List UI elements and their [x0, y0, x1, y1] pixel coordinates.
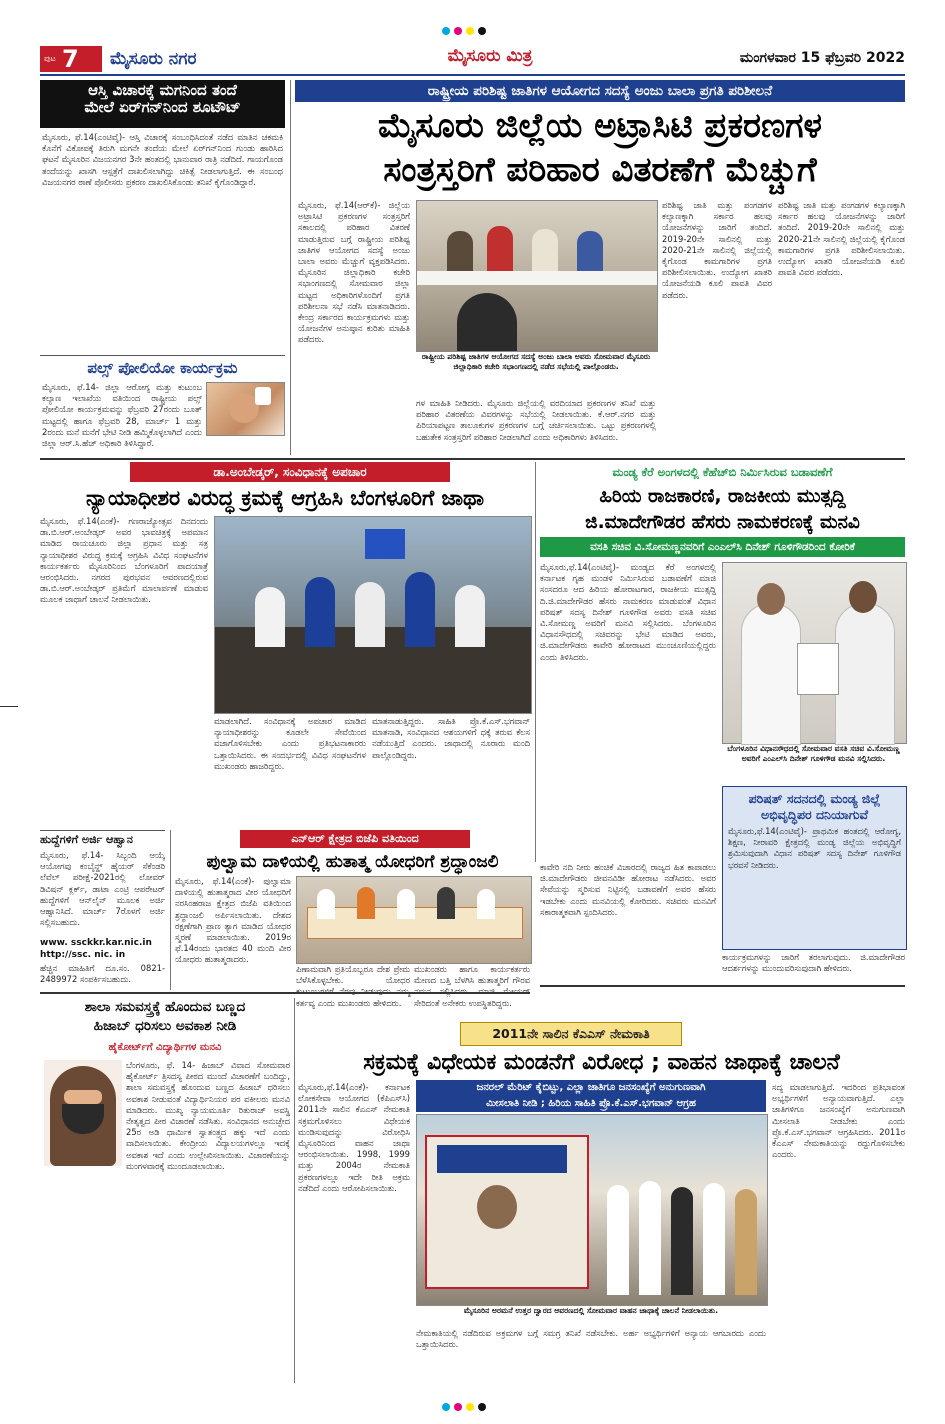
jobs-link-2[interactable]: http://ssc. nic. in — [40, 950, 126, 960]
madegowda-col2: ಕಾವೇರಿ ನದಿ ನೀರು ಹಂಚಿಕೆ ವಿಚಾರದಲ್ಲಿ ರಾಜ್ಯದ ಹಿತ ಕಾಪಾಡಲು ಜಿ.ಮಾದೇಗೌಡರು ಜೀವನವಿಡೀ ಹೋರಾಟ ನಡೆಸಿದರು. ಅವರ ಸೇವೆಯನ್ನು ಸ್ಮರಿಸುವ ನಿಟ್ಟಿನಲ್ಲಿ ಬಡಾವಣೆಗೆ ಅವರ ಹೆಸರು ಇಡಬೇಕು ಎಂದು ಮನವಿಯಲ್ಲಿ ಕೋರಿದರು. ಸಚಿವರು ಮನವಿಗೆ ಸಕಾರಾತ್ಮಕವಾಗಿ ಸ್ಪಂದಿಸಿದರು. — [540, 862, 716, 917]
hijab-body: ಬೆಂಗಳೂರು, ಫೆ. 14- ಹಿಜಾಬ್ ವಿವಾದ ಸೋಮವಾರ ಹೈಕೋರ್ಟ್ ತ್ರಿಸದಸ್ಯ ಪೀಠದ ಮುಂದೆ ವಿಚಾರಣೆಗೆ ಬಂದಿದ್ದು, ಶಾಲಾ ಸಮವಸ್ತ್ರಕ್ಕೆ ಹೊಂದುವ ಬಣ್ಣದ ಹಿಜಾಬ್ ಧರಿಸಲು ಅವಕಾಶ ನೀಡುವಂತೆ ವಿದ್ಯಾರ್ಥಿನಿಯರ ಪರ ವಕೀಲರು ಮನವಿ ಮಾಡಿದರು. ಮುಖ್ಯ ನ್ಯಾಯಮೂರ್ತಿ ರಿತುರಾಜ್ ಅವಸ್ಥಿ ನೇತೃತ್ವದ ಪೀಠ ವಿಚಾರಣೆ ನಡೆಸಿತು. ಸಂವಿಧಾನದ ಅನುಚ್ಛೇದ 25ರ ಅಡಿ ಧಾರ್ಮಿಕ ಸ್ವಾತಂತ್ರ್ಯದ ಹಕ್ಕು ಇದೆ ಎಂದು ವಾದಿಸಲಾಯಿತು. ಕೇಂದ್ರೀಯ ವಿದ್ಯಾಲಯಗಳಲ್ಲೂ ಇದಕ್ಕೆ ಅವಕಾಶ ಇದೆ ಎಂದು ಉಲ್ಲೇಖಿಸಲಾಯಿತು. ವಿಚಾರಣೆಯನ್ನು ಮಂಗಳವಾರಕ್ಕೆ ಮುಂದೂಡಲಾಯಿತು. — [126, 1060, 290, 1171]
color-registration-bottom — [440, 1396, 488, 1415]
bjp-col1: ಮೈಸೂರು, ಫೆ.14(ಎಂಕೆ)- ಪುಲ್ವಾಮಾ ದಾಳಿಯಲ್ಲಿ ಹುತಾತ್ಮರಾದ ವೀರ ಯೋಧರಿಗೆ ನರಸಿಂಹರಾಜ ಕ್ಷೇತ್ರದ ಬಿಜೆಪಿ ವತಿಯಿಂದ ಶ್ರದ್ಧಾಂಜಲಿ ಅರ್ಪಿಸಲಾಯಿತು. ದೇಶದ ರಕ್ಷಣೆಗಾಗಿ ಪ್ರಾಣ ತ್ಯಾಗ ಮಾಡಿದ ಯೋಧರ ಸ್ಮರಣೆ ಮಾಡಲಾಯಿತು. 2019ರ ಫೆ.14ರಂದು ಭಾರತದ 40 ಮಂದಿ ವೀರ ಯೋಧರು ಹುತಾತ್ಮರಾದರು. — [175, 876, 291, 965]
page-number-box — [40, 46, 102, 72]
ambedkar-col2: ಮಾಡಲಾಗಿದೆ. ಸಂವಿಧಾನಕ್ಕೆ ಅಪಚಾರ ಮಾಡಿದ ನ್ಯಾಯಾಧೀಶರನ್ನು ಕೂಡಲೇ ಸೇವೆಯಿಂದ ವಜಾಗೊಳಿಸಬೇಕು ಎಂದು ಪ್ರತಿಭಟನಾಕಾರರು ಒತ್ತಾಯಿಸಿದರು. ಈ ಸಂದರ್ಭದಲ್ಲಿ ವಿವಿಧ ಸಂಘಟನೆಗಳ ಮುಖಂಡರು ಹಾಜರಿದ್ದರು. — [214, 716, 366, 771]
ambedkar-col1: ಮೈಸೂರು, ಫೆ.14(ಎಂಕೆ)- ಗಣರಾಜ್ಯೋತ್ಸವ ದಿನದಂದು ಡಾ.ಬಿ.ಆರ್.ಅಂಬೇಡ್ಕರ್ ಅವರ ಭಾವಚಿತ್ರಕ್ಕೆ ಅಪಮಾನ ಮಾಡಿದ ರಾಯಚೂರು ಜಿಲ್ಲಾ ಪ್ರಧಾನ ಮತ್ತು ಸತ್ರ ನ್ಯಾಯಾಧೀಶರ ವಿರುದ್ಧ ಕ್ರಮಕ್ಕೆ ಆಗ್ರಹಿಸಿ ವಿವಿಧ ಸಂಘಟನೆಗಳ ಕಾರ್ಯಕರ್ತರು ಮೈಸೂರಿನಿಂದ ಬೆಂಗಳೂರಿಗೆ ಪಾದಯಾತ್ರೆ ಆರಂಭಿಸಿದರು. ನಗರದ ಪುರಭವನ ಆವರಣದಲ್ಲಿರುವ ಡಾ.ಬಿ.ಆರ್.ಅಂಬೇಡ್ಕರ್ ಪ್ರತಿಮೆಗೆ ಮಾಲಾರ್ಪಣೆ ಮಾಡುವ ಮೂಲಕ ಜಾಥಾಗೆ ಚಾಲನೆ ನೀಡಲಾಯಿತು. — [40, 516, 208, 605]
color-registration-top — [440, 20, 488, 39]
madegowda-box — [722, 786, 907, 950]
top-story-col2: ಗಳ ಮಾಹಿತಿ ನೀಡಿದರು. ಮೈಸೂರು ಜಿಲ್ಲೆಯಲ್ಲಿ ವರದಿಯಾದ ಪ್ರಕರಣಗಳ ತನಿಖೆ ಮತ್ತು ಪರಿಹಾರ ವಿತರಣೆಯ ವಿವರಗಳನ್ನು ಸಭೆಯಲ್ಲಿ ನೀಡಲಾಯಿತು. ಕೆ.ಆರ್.ನಗರ ಮತ್ತು ಪಿರಿಯಾಪಟ್ಟಣ ತಾಲೂಕುಗಳ ಪ್ರಕರಣಗಳ ಬಗ್ಗೆ ಚರ್ಚಿಸಲಾಯಿತು. ಒಟ್ಟು ಪ್ರಕರಣಗಳಲ್ಲಿ ಬಹುತೇಕ ಸಂತ್ರಸ್ತರಿಗೆ ಪರಿಹಾರ ನೀಡಲಾಗಿದೆ ಎಂದು ಅಧಿಕಾರಿಗಳು ತಿಳಿಸಿದರು. — [416, 398, 656, 442]
top-story-col3: ಪರಿಶಿಷ್ಟ ಜಾತಿ ಮತ್ತು ಪಂಗಡಗಳ ಕಲ್ಯಾಣಕ್ಕಾಗಿ ಸರ್ಕಾರ ಹಲವು ಯೋಜನೆಗಳನ್ನು ಜಾರಿಗೆ ತಂದಿದೆ. 2019-20ನೇ ಸಾಲಿನಲ್ಲಿ ಮತ್ತು 2020-21ನೇ ಸಾಲಿನಲ್ಲಿ ಜಿಲ್ಲೆಯಲ್ಲಿ ಕೈಗೊಂಡ ಕಾಮಗಾರಿಗಳ ಪ್ರಗತಿ ಪರಿಶೀಲಿಸಲಾಯಿತು. ಉದ್ಯೋಗ ಖಾತರಿ ಯೋಜನೆಯಡಿ ಕೂಲಿ ಪಾವತಿ ವಿವರ ಪಡೆದರು. — [662, 200, 772, 300]
kas-col3: ಸದ್ಯ ಮಾಡಲಾಗುತ್ತಿದೆ. ಇದರಿಂದ ಪ್ರತಿಭಾವಂತ ಅಭ್ಯರ್ಥಿಗಳಿಗೆ ಅನ್ಯಾಯವಾಗುತ್ತಿದೆ. ಎಲ್ಲಾ ಜಾತಿಗಳಿಗೂ ಜನಸಂಖ್ಯೆಗೆ ಅನುಗುಣವಾಗಿ ಮೀಸಲಾತಿ ನೀಡಬೇಕು ಎಂದು ಪ್ರೊ.ಕೆ.ಎಸ್.ಭಗವಾನ್ ಆಗ್ರಹಿಸಿದರು. 2011ರ ಕೆಎಎಸ್ ನೇಮಕಾತಿಯನ್ನು ರದ್ದುಗೊಳಿಸಬೇಕು ಎಂದರು. — [772, 1082, 905, 1160]
top-story-col4: ಪರಿಶಿಷ್ಟ ಜಾತಿ ಮತ್ತು ಪಂಗಡಗಳ ಕಲ್ಯಾಣಕ್ಕಾಗಿ ಸರ್ಕಾರ ಹಲವು ಯೋಜನೆಗಳನ್ನು ಜಾರಿಗೆ ತಂದಿದೆ. 2019-20ನೇ ಸಾಲಿನಲ್ಲಿ ಮತ್ತು 2020-21ನೇ ಸಾಲಿನಲ್ಲಿ ಜಿಲ್ಲೆಯಲ್ಲಿ ಕೈಗೊಂಡ ಕಾಮಗಾರಿಗಳ ಪ್ರಗತಿ ಪರಿಶೀಲಿಸಲಾಯಿತು. ಉದ್ಯೋಗ ಖಾತರಿ ಯೋಜನೆಯಡಿ ಕೂಲಿ ಪಾವತಿ ವಿವರ ಪಡೆದರು. — [778, 200, 905, 278]
headline-line1: ಆಸ್ತಿ ವಿಚಾರಕ್ಕೆ ಮಗನಿಂದ ತಂದೆ — [88, 81, 237, 99]
kas-sub-line1: ಜನರಲ್ ಮೆರಿಟ್ ಕೈಬಿಟ್ಟು, ಎಲ್ಲಾ ಜಾತಿಗೂ ಜನಸಂಖ್ಯೆಗೆ ಅನುಗುಣವಾಗಿ — [476, 1082, 706, 1093]
jobs-headline: ಹುದ್ದೆಗಳಿಗೆ ಅರ್ಜಿ ಆಹ್ವಾನ — [40, 833, 133, 846]
jobs-link-1[interactable]: www. ssckkr.kar.nic.in — [40, 938, 152, 948]
left-story-airgun-body: ಮೈಸೂರು, ಫೆ.14(ಎಂಟಿವೈ)- ಆಸ್ತಿ ವಿಚಾರಕ್ಕೆ ಸಂಬಂಧಿಸಿದಂತೆ ನಡೆದ ಮಾತಿನ ಚಕಮಕಿ ಕೊನೆಗೆ ವಿಕೋಪಕ್ಕೆ ತಿರುಗಿ ಮಗನೇ ತಂದೆಯ ಮೇಲೆ ಏರ್‌ಗನ್‌ನಿಂದ ಗುಂಡು ಹಾರಿಸಿದ ಘಟನೆ ಮೈಸೂರಿನ ವಿಜಯನಗರ 3ನೇ ಹಂತದಲ್ಲಿ ಭಾನುವಾರ ರಾತ್ರಿ ನಡೆದಿದೆ. ಗಾಯಗೊಂಡ ತಂದೆಯನ್ನು ಖಾಸಗಿ ಆಸ್ಪತ್ರೆಗೆ ದಾಖಲಿಸಲಾಗಿದ್ದು ಚಿಕಿತ್ಸೆ ನೀಡಲಾಗುತ್ತಿದೆ. ಈ ಸಂಬಂಧ ವಿಜಯನಗರ ಠಾಣೆ ಪೊಲೀಸರು ಪ್ರಕರಣ ದಾಖಲಿಸಿಕೊಂಡು ತನಿಖೆ ಕೈಗೊಂಡಿದ್ದಾರೆ. — [42, 132, 283, 187]
hijab-headline-line2: ಹಿಜಾಬ್ ಧರಿಸಲು ಅವಕಾಶ ನೀಡಿ — [93, 1018, 237, 1034]
jobs-body: ಮೈಸೂರು, ಫೆ.14- ಸಿಬ್ಬಂದಿ ಆಯ್ಕೆ ಆಯೋಗವು ಕಂಬೈನ್ಡ್ ಹೈಯರ್ ಸೆಕೆಂಡರಿ ಲೆವೆಲ್ ಪರೀಕ್ಷೆ-2021ರಲ್ಲಿ ಲೋವರ್ ಡಿವಿಷನ್ ಕ್ಲರ್ಕ್, ಡಾಟಾ ಎಂಟ್ರಿ ಆಪರೇಟರ್ ಹುದ್ದೆಗಳಿಗೆ ಆನ್‌ಲೈನ್ ಮೂಲಕ ಅರ್ಜಿ ಆಹ್ವಾನಿಸಿದೆ. ಮಾರ್ಚ್ 7ರೊಳಗೆ ಅರ್ಜಿ ಸಲ್ಲಿಸಬಹುದು. — [40, 850, 165, 928]
kas-col1: ಮೈಸೂರು,ಫೆ.14(ಎಂಕೆ)- ಕರ್ನಾಟಕ ಲೋಕಸೇವಾ ಆಯೋಗದ (ಕೆಪಿಎಸ್‌ಸಿ) 2011ನೇ ಸಾಲಿನ ಕೆಎಎಸ್ ನೇಮಕಾತಿ ಸಕ್ರಮಗೊಳಿಸಲು ವಿಧೇಯಕ ಮಂಡಿಸುವುದನ್ನು ವಿರೋಧಿಸಿ ಮೈಸೂರಿನಿಂದ ವಾಹನ ಜಾಥಾ ಆರಂಭಿಸಲಾಯಿತು. 1998, 1999 ಮತ್ತು 2004ರ ನೇಮಕಾತಿ ಪ್ರಕರಣಗಳಲ್ಲೂ ಇದೇ ರೀತಿ ಅಕ್ರಮ ನಡೆದಿದೆ ಎಂದು ಆರೋಪಿಸಲಾಯಿತು. — [298, 1082, 410, 1193]
page-number: 7 — [62, 45, 79, 73]
bjp-photo — [296, 876, 532, 964]
top-story-photo-caption: ರಾಷ್ಟ್ರೀಯ ಪರಿಶಿಷ್ಟ ಜಾತಿಗಳ ಆಯೋಗದ ಸದಸ್ಯೆ ಅಂಜು ಬಾಲಾ ಅವರು ಸೋಮವಾರ ಮೈಸೂರು ಜಿಲ್ಲಾಧಿಕಾರಿ ಕಚೇರಿ ಸಭಾಂಗಣದಲ್ಲಿ ನಡೆದ ಸಭೆಯಲ್ಲಿ ಪಾಲ್ಗೊಂಡರು. — [421, 352, 651, 371]
ambedkar-headline: ನ್ಯಾಯಾಧೀಶರ ವಿರುದ್ಧ ಕ್ರಮಕ್ಕೆ ಆಗ್ರಹಿಸಿ ಬೆಂಗಳೂರಿಗೆ ಜಾಥಾ — [86, 486, 484, 510]
hijab-illustration — [44, 1060, 122, 1166]
section-name: ಮೈಸೂರು ನಗರ — [110, 49, 197, 69]
kas-photo — [416, 1114, 768, 1306]
paper-logo: ಮೈಸೂರು ಮಿತ್ರ — [447, 46, 533, 66]
masthead — [40, 44, 905, 76]
madegowda-photo-caption: ಬೆಂಗಳೂರಿನ ವಿಧಾನಸೌಧದಲ್ಲಿ ಸೋಮವಾರ ವಸತಿ ಸಚಿವ ವಿ.ಸೋಮಣ್ಣ ಅವರಿಗೆ ಎಂಎಲ್‌ಸಿ ದಿನೇಶ್ ಗೂಳಿಗೌಡ ಮನವಿ ಸಲ್ಲಿಸಿದರು. — [727, 744, 900, 763]
hijab-headline — [40, 998, 290, 1036]
ambedkar-tag: ಡಾ.ಅಂಬೇಡ್ಕರ್, ಸಂವಿಧಾನಕ್ಕೆ ಅಪಚಾರ — [130, 462, 450, 482]
top-headline-line2: ಸಂತ್ರಸ್ತರಿಗೆ ಪರಿಹಾರ ವಿತರಣೆಗೆ ಮೆಚ್ಚುಗೆ — [383, 150, 817, 190]
top-story-photo — [416, 200, 658, 352]
madegowda-headline-line2: ಜಿ.ಮಾದೇಗೌಡರ ಹೆಸರು ನಾಮಕರಣಕ್ಕೆ ಮನವಿ — [585, 512, 860, 533]
bjp-col2: ಪಿಣಾಮವಾಗಿ ಪ್ರತಿಯೊಬ್ಬರೂ ದೇಶ ಪ್ರೇಮ ಬೆಳೆಸಿಕೊಳ್ಳಬೇಕು. ಯೋಧರ ಕರ್ತವ್ಯ ಎಂದು ಮುಖಂಡರು ಹೇಳಿದರು. — [296, 964, 410, 1008]
hijab-sub: ಹೈಕೋರ್ಟ್‌ಗೆ ವಿದ್ಯಾರ್ಥಿಗಳ ಮನವಿ — [108, 1042, 222, 1053]
bjp-tag: ಎನ್‌ಆರ್ ಕ್ಷೇತ್ರದ ಬಿಜೆಪಿ ವತಿಯಿಂದ — [240, 830, 470, 848]
issue-date: ಮಂಗಳವಾರ 15 ಫೆಬ್ರವರಿ 2022 — [739, 50, 905, 66]
madegowda-sub: ವಸತಿ ಸಚಿವ ವಿ.ಸೋಮಣ್ಣನವರಿಗೆ ಎಂಎಲ್‌ಸಿ ದಿನೇಶ್ ಗೂಳಿಗೌಡರಿಂದ ಕೋರಿಕೆ — [540, 537, 905, 557]
bjp-col3: ಮುಖಂಡರು ಹಾಗೂ ಕಾರ್ಯಕರ್ತರು ಮೇಣದ ಬತ್ತಿ ಬೆಳಗಿಸಿ ಹುತಾತ್ಮರಿಗೆ ಗೌರವ ಸೇರಿದಂತೆ ಅನೇಕರು ಉಪಸ್ಥಿತರಿದ್ದರು. — [414, 964, 530, 1008]
kas-tag: 2011ನೇ ಸಾಲಿನ ಕೆಎಎಸ್ ನೇಮಕಾತಿ — [460, 1022, 682, 1046]
jobs-tail: ಹೆಚ್ಚಿನ ಮಾಹಿತಿಗೆ ದೂ.ಸಂ. 0821-2489972 ಸಂಪರ್ಕಿಸಬಹುದು. — [40, 963, 165, 985]
left-story-polio — [40, 360, 285, 455]
left-story-airgun — [40, 80, 285, 350]
headline-line2: ಮೇಲೆ ಏರ್‌ಗನ್‌ನಿಂದ ಶೂಟೌಟ್ — [84, 97, 241, 116]
polio-body: ಮೈಸೂರು, ಫೆ.14- ಜಿಲ್ಲಾ ಆರೋಗ್ಯ ಮತ್ತು ಕುಟುಂಬ ಕಲ್ಯಾಣ ಇಲಾಖೆಯ ವತಿಯಿಂದ ರಾಷ್ಟ್ರೀಯ ಪಲ್ಸ್ ಪೋಲಿಯೋ ಕಾರ್ಯಕ್ರಮವನ್ನು ಫೆಬ್ರವರಿ 27ರಂದು ಬೂತ್ ಮಟ್ಟದಲ್ಲಿ ಹಾಗೂ ಫೆಬ್ರವರಿ 28, ಮಾರ್ಚ್ 1 ಮತ್ತು 2ರಂದು ಮನೆ ಮನೆಗೆ ಭೇಟಿ ನೀಡಿ ಹಮ್ಮಿಕೊಳ್ಳಲಾಗಿದೆ ಎಂದು ಜಿಲ್ಲಾ ಆರ್.ಸಿ.ಹೆಚ್ ಅಧಿಕಾರಿ ತಿಳಿಸಿದ್ದಾರೆ. — [42, 382, 202, 449]
madegowda-photo — [722, 562, 907, 744]
crosshair-icon — [0, 706, 18, 707]
top-story-headline — [295, 104, 905, 192]
bjp-headline: ಪುಲ್ವಾಮ ದಾಳಿಯಲ್ಲಿ ಹುತಾತ್ಮ ಯೋಧರಿಗೆ ಶ್ರದ್ಧಾಂಜಲಿ — [206, 852, 499, 872]
ambedkar-col3: ಮಾತನಾಡುತ್ತಿದ್ದರು. ಸಾಹಿತಿ ಪ್ರೊ.ಕೆ.ಎಸ್.ಭಗವಾನ್ ಮಾತನಾಡಿ, ಸಂವಿಧಾನದ ಆಶಯಗಳಿಗೆ ಧಕ್ಕೆ ತರುವ ಕೆಲಸ ನಡೆಯುತ್ತಿದೆ ಎಂದರು. ಜಾಥಾದಲ್ಲಿ ನೂರಾರು ಮಂದಿ ಪಾಲ್ಗೊಂಡಿದ್ದರು. — [372, 716, 530, 760]
ambedkar-photo — [214, 516, 532, 714]
madegowda-tail: ಕಾರ್ಯಕ್ರಮಗಳನ್ನು ಜಾರಿಗೆ ತರಲಾಗುವುದು. ಜಿ.ಮಾದೇಗೌಡರ ಆದರ್ಶಗಳನ್ನು ಮುಂದುವರಿಸುವುದಾಗಿ ಹೇಳಿದರು. — [722, 952, 905, 974]
polio-headline: ಪಲ್ಸ್ ಪೋಲಿಯೋ ಕಾರ್ಯಕ್ರಮ — [87, 359, 238, 377]
kas-sub — [416, 1080, 766, 1112]
top-story-kicker: ರಾಷ್ಟ್ರೀಯ ಪರಿಶಿಷ್ಟ ಜಾತಿಗಳ ಆಯೋಗದ ಸದಸ್ಯೆ ಅಂಜು ಬಾಲಾ ಪ್ರಗತಿ ಪರಿಶೀಲನೆ — [295, 80, 905, 102]
kas-photo-caption: ಮೈಸೂರಿನ ಅರಮನೆ ಉತ್ತರ ದ್ವಾರದ ಆವರಣದಲ್ಲಿ ಸೋಮವಾರ ವಾಹನ ಜಾಥಾಕ್ಕೆ ಚಾಲನೆ ನೀಡಲಾಯಿತು. — [463, 1306, 719, 1315]
polio-photo — [206, 382, 285, 436]
madegowda-kicker: ಮಂಡ್ಯ ಕೆರೆ ಅಂಗಳದಲ್ಲಿ ಕೆಹೆಚ್‌ಬಿ ನಿರ್ಮಿಸಿರುವ ಬಡಾವಣೆಗೆ — [612, 465, 833, 479]
kas-col2: ನೇಮಕಾತಿಯಲ್ಲಿ ನಡೆದಿರುವ ಅಕ್ರಮಗಳ ಬಗ್ಗೆ ಸಮಗ್ರ ತನಿಖೆ ನಡೆಸಬೇಕು. ಅರ್ಹ ಅಭ್ಯರ್ಥಿಗಳಿಗೆ ಅನ್ಯಾಯ ಆಗಬಾರದು ಎಂದು ಒತ್ತಾಯಿಸಿದರು. — [416, 1328, 766, 1350]
page-label: ಪುಟ — [44, 54, 56, 63]
top-headline-line1: ಮೈಸೂರು ಜಿಲ್ಲೆಯ ಅಟ್ರಾಸಿಟಿ ಪ್ರಕರಣಗಳ — [378, 106, 822, 146]
madegowda-col1: ಮೈಸೂರು,ಫೆ.14(ಎಂಟಿವೈ)- ಮಂಡ್ಯದ ಕೆರೆ ಅಂಗಳದಲ್ಲಿ ಕರ್ನಾಟಕ ಗೃಹ ಮಂಡಳಿ ನಿರ್ಮಿಸಿರುವ ಬಡಾವಣೆಗೆ ಮಾಜಿ ಸಂಸದರೂ ಆದ ಹಿರಿಯ ಹೋರಾಟಗಾರ, ರಾಜಕೀಯ ಮುತ್ಸದ್ದಿ ದಿ.ಜಿ.ಮಾದೇಗೌಡರ ಹೆಸರು ನಾಮಕರಣ ಮಾಡುವಂತೆ ವಿಧಾನ ಪರಿಷತ್ ಸದಸ್ಯ ದಿನೇಶ್ ಗೂಳಿಗೌಡ ಅವರು ವಸತಿ ಸಚಿವ ವಿ.ಸೋಮಣ್ಣ ಅವರಿಗೆ ಮನವಿ ಸಲ್ಲಿಸಿದರು. ಬೆಂಗಳೂರಿನ ವಿಧಾನಸೌಧದಲ್ಲಿ ಸಚಿವರನ್ನು ಭೇಟಿ ಮಾಡಿದ ಅವರು, ಜಿ.ಮಾದೇಗೌಡರು ಕಾವೇರಿ ಹೋರಾಟದ ಮುಂಚೂಣಿಯಲ್ಲಿದ್ದರು ಎಂದು ತಿಳಿಸಿದರು. — [540, 562, 716, 662]
kas-sub-line2: ಮೀಸಲಾತಿ ನೀಡಿ ; ಹಿರಿಯ ಸಾಹಿತಿ ಪ್ರೊ.ಕೆ.ಎಸ್.ಭಗವಾನ್ ಆಗ್ರಹ — [486, 1098, 696, 1109]
left-story-airgun-headline — [40, 80, 285, 128]
madegowda-box-headline: ಪರಿಷತ್ ಸದನದಲ್ಲಿ ಮಂಡ್ಯ ಜಿಲ್ಲೆ ಅಭಿವೃದ್ಧಿಪರ ದನಿಯಾಗುವೆ — [748, 791, 881, 822]
kas-headline: ಸಕ್ರಮಕ್ಕೆ ವಿಧೇಯಕ ಮಂಡನೆಗೆ ವಿರೋಧ ; ವಾಹನ ಜಾಥಾಕ್ಕೆ ಚಾಲನೆ — [363, 1050, 840, 1075]
madegowda-headline — [540, 484, 905, 536]
madegowda-box-body: ಮೈಸೂರು,ಫೆ.14(ಎಂಟಿವೈ)- ಪ್ರಾಥಮಿಕ ಹಂತದಲ್ಲಿ ಆರೋಗ್ಯ, ಶಿಕ್ಷಣ, ನೀರಾವರಿ ಕ್ಷೇತ್ರದಲ್ಲಿ ಮಂಡ್ಯ ಜಿಲ್ಲೆಯ ಅಭಿವೃದ್ಧಿಗೆ ಶ್ರಮಿಸುವುದಾಗಿ ವಿಧಾನ ಪರಿಷತ್ ಸದಸ್ಯ ದಿನೇಶ್ ಗೂಳಿಗೌಡ ಭರವಸೆ ನೀಡಿದರು. — [728, 826, 901, 870]
madegowda-headline-line1: ಹಿರಿಯ ರಾಜಕಾರಣಿ, ರಾಜಕೀಯ ಮುತ್ಸದ್ದಿ — [599, 486, 846, 507]
hijab-headline-line1: ಶಾಲಾ ಸಮವಸ್ತ್ರಕ್ಕೆ ಹೊಂದುವ ಬಣ್ಣದ — [84, 999, 246, 1015]
top-story-col1: ಮೈಸೂರು, ಫೆ.14(ಆರ್‌ಕೆ)- ಜಿಲ್ಲೆಯ ಅಟ್ರಾಸಿಟಿ ಪ್ರಕರಣಗಳ ಸಂತ್ರಸ್ತರಿಗೆ ಸಕಾಲದಲ್ಲಿ ಪರಿಹಾರ ವಿತರಣೆ ಮಾಡುತ್ತಿರುವ ಬಗ್ಗೆ ರಾಷ್ಟ್ರೀಯ ಪರಿಶಿಷ್ಟ ಜಾತಿಗಳ ಆಯೋಗದ ಸದಸ್ಯೆ ಅಂಜು ಬಾಲಾ ಅವರು ಮೆಚ್ಚುಗೆ ವ್ಯಕ್ತಪಡಿಸಿದರು. ಮೈಸೂರಿನ ಜಿಲ್ಲಾಧಿಕಾರಿ ಕಚೇರಿ ಸಭಾಂಗಣದಲ್ಲಿ ಸೋಮವಾರ ಜಿಲ್ಲಾ ಮಟ್ಟದ ಅಧಿಕಾರಿಗಳೊಂದಿಗೆ ಪ್ರಗತಿ ಪರಿಶೀಲನಾ ಸಭೆ ನಡೆಸಿ ಮಾತನಾಡಿದರು. ಕೇಂದ್ರ ಸರ್ಕಾರದ ಕಾರ್ಯಕ್ರಮಗಳು ಮತ್ತು ಯೋಜನೆಗಳ ಅನುಷ್ಠಾನ ಕುರಿತು ಮಾಹಿತಿ ಪಡೆದರು. — [298, 200, 410, 345]
